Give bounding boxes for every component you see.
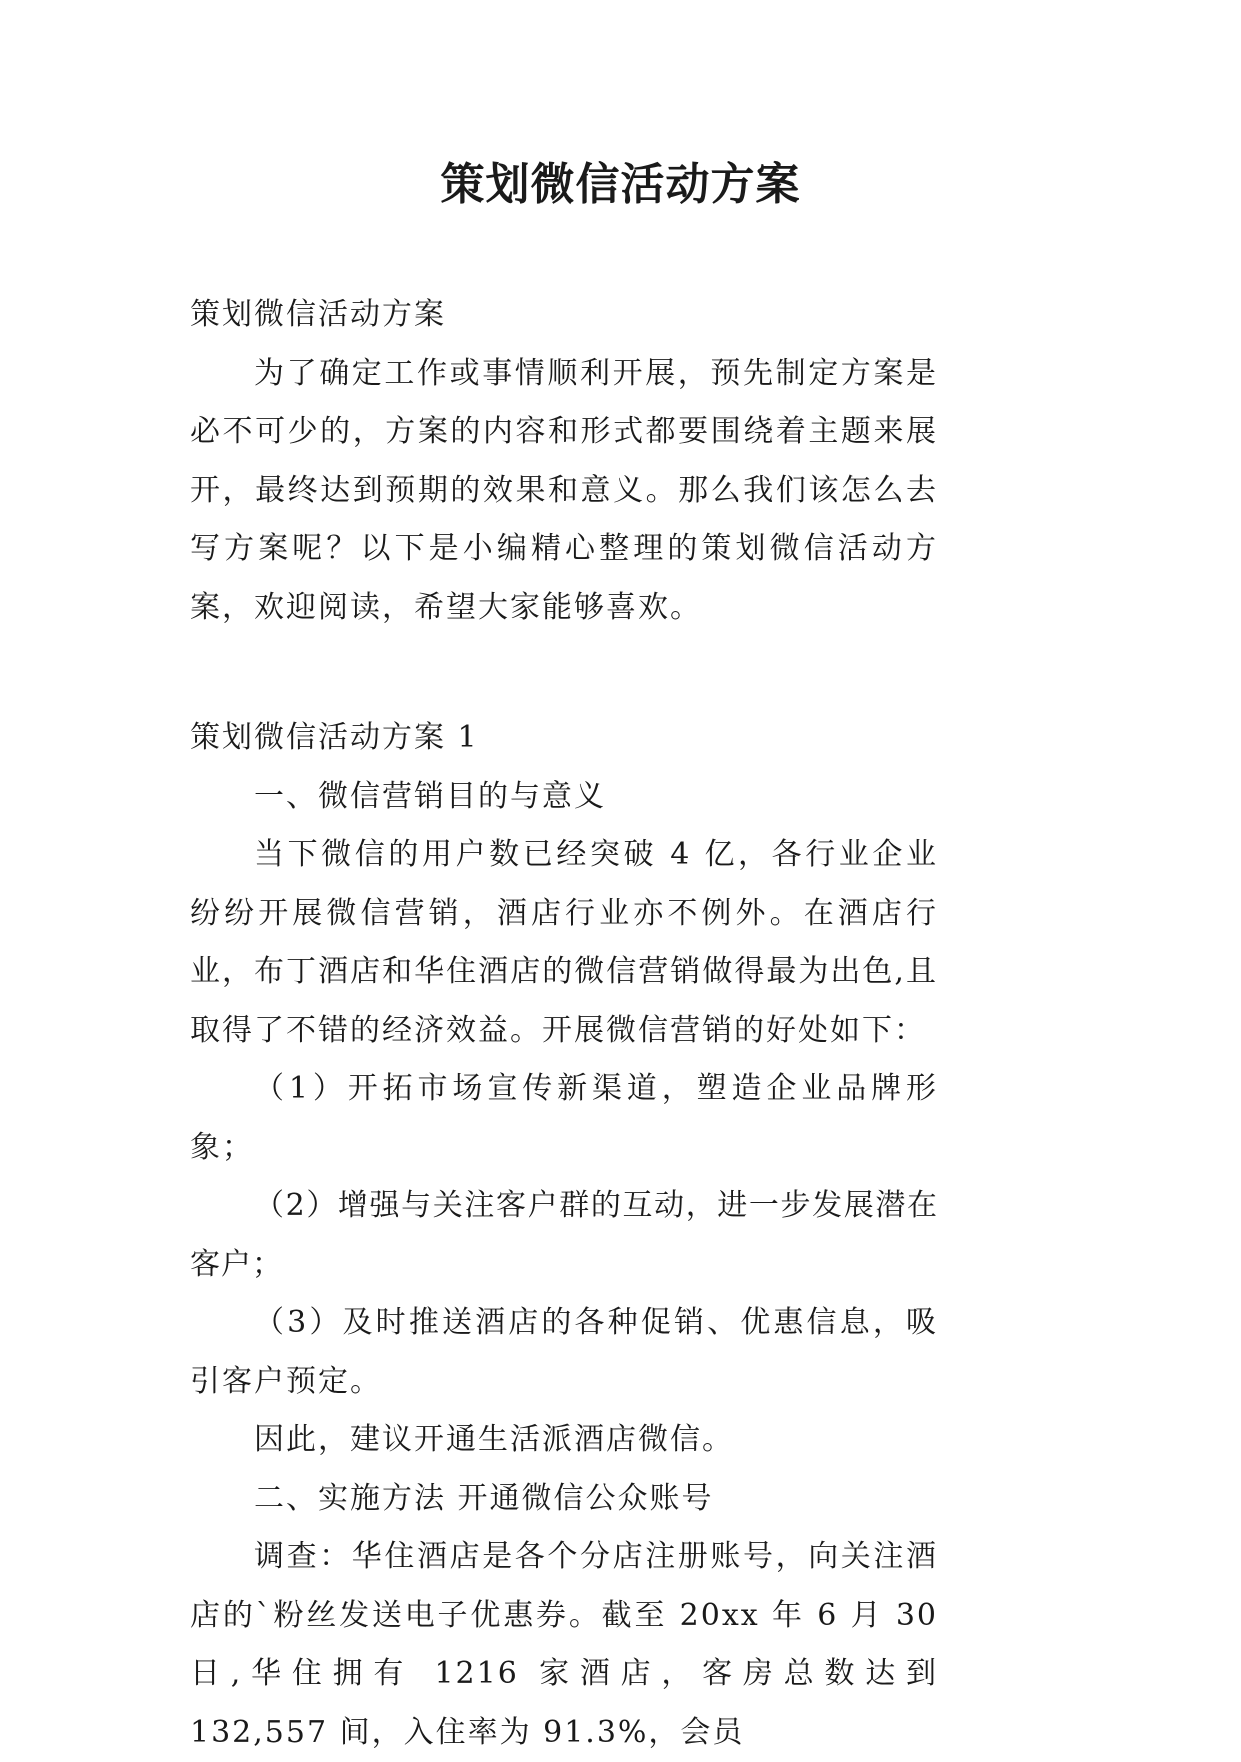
document-title: 策划微信活动方案 [440, 159, 801, 210]
section-heading-method: 二、实施方法 开通微信公众账号 [254, 1480, 714, 1516]
recommendation-paragraph: 因此，建议开通生活派酒店微信。 [254, 1422, 734, 1457]
section-heading-plan-1: 策划微信活动方案 1 [190, 720, 479, 755]
survey-paragraph: 调查：华住酒店是各个分店注册账号，向关注酒店的`粉丝发送电子优惠券。截至 20xx 年 6 月 30 日,华住拥有 1216 家酒店，客房总数达到 132,557 间，入住率为 91.3%，会员 [190, 1539, 938, 1750]
document-body [190, 286, 938, 1762]
benefit-item-1: （1）开拓市场宣传新渠道，塑造企业品牌形象； [190, 1071, 938, 1165]
benefit-item-2: （2）增强与关注客户群的互动，进一步发展潜在客户； [190, 1188, 938, 1282]
intro-heading: 策划微信活动方案 [190, 297, 446, 332]
benefit-item-3: （3）及时推送酒店的各种促销、优惠信息，吸引客户预定。 [190, 1305, 938, 1399]
section-heading-purpose: 一、微信营销目的与意义 [254, 778, 606, 814]
intro-paragraph: 为了确定工作或事情顺利开展，预先制定方案是必不可少的，方案的内容和形式都要围绕着主题来展开，最终达到预期的效果和意义。那么我们该怎么去写方案呢？以下是小编精心整理的策划微信活动方案，欢迎阅读，希望大家能够喜欢。 [190, 355, 938, 625]
purpose-paragraph: 当下微信的用户数已经突破 4 亿，各行业企业纷纷开展微信营销，酒店行业亦不例外。在酒店行业，布丁酒店和华住酒店的微信营销做得最为出色,且取得了不错的经济效益。开展微信营销的好处如下： [190, 837, 938, 1048]
